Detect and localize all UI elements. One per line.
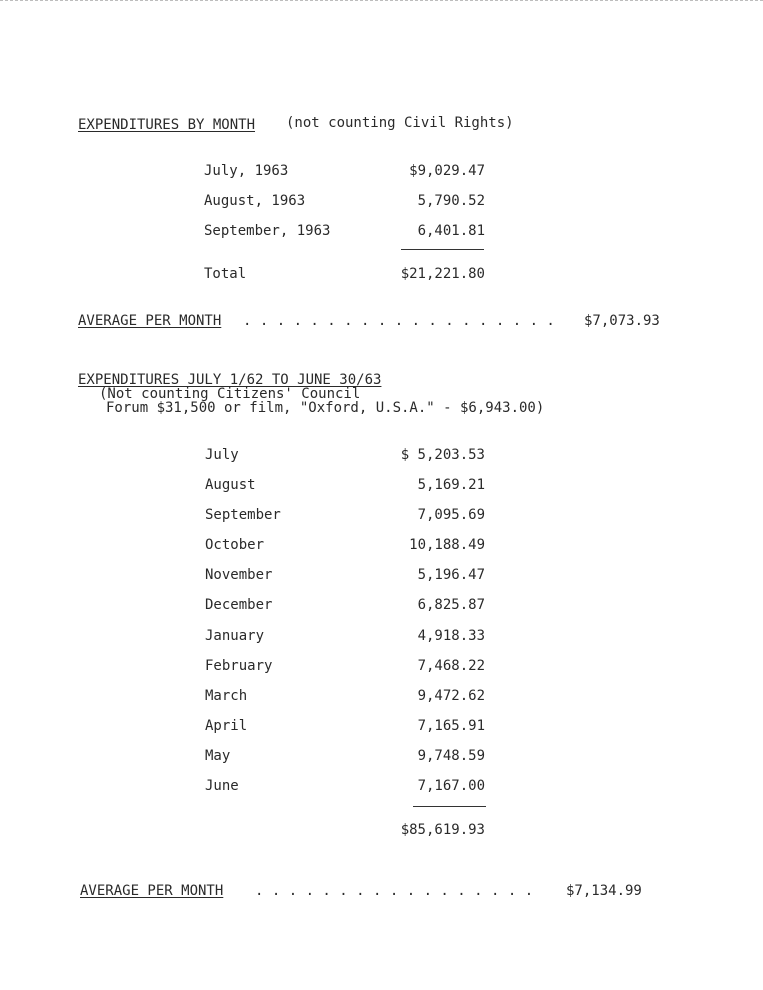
section2-row-amount: 7,468.22 [417, 658, 485, 674]
section2-row-month: November [205, 567, 273, 583]
section2-row-amount: $ 5,203.53 [400, 447, 485, 463]
section2-row-month: October [205, 537, 265, 553]
section1-row-month: September, 1963 [204, 223, 331, 239]
section2-total-amount: $85,619.93 [400, 822, 485, 838]
section2-row-amount: 10,188.49 [409, 537, 485, 553]
section2-row-month: March [205, 688, 248, 704]
section2-heading: EXPENDITURES JULY 1/62 TO JUNE 30/63 [78, 372, 382, 388]
section2-row-month: June [205, 778, 239, 794]
section2-row-amount: 5,169.21 [417, 477, 485, 493]
section2-row-month: September [205, 507, 281, 523]
section1-row-month: July, 1963 [204, 163, 289, 179]
section2-row-month: August [205, 477, 256, 493]
section2-row-month: July [205, 447, 239, 463]
section1-average-value: $7,073.93 [584, 313, 660, 329]
section1-total-rule [401, 249, 484, 250]
section2-total-rule [413, 806, 486, 807]
section2-average-leader: . . . . . . . . . . . . . . . . . [255, 883, 534, 899]
section2-row-month: February [205, 658, 273, 674]
section2-note-line2: Forum $31,500 or film, "Oxford, U.S.A." - $6,943.00) [106, 400, 545, 416]
section2-row-amount: 7,167.00 [417, 778, 485, 794]
section1-total-label: Total [204, 266, 247, 282]
section1-total-amount: $21,221.80 [400, 266, 485, 282]
section2-row-amount: 4,918.33 [417, 628, 485, 644]
section2-row-month: April [205, 718, 248, 734]
section1-average-leader: . . . . . . . . . . . . . . . . . . . [243, 313, 555, 329]
section2-row-month: December [205, 597, 273, 613]
section1-row-amount: $9,029.47 [409, 163, 485, 179]
section2-row-amount: 5,196.47 [417, 567, 485, 583]
section1-row-amount: 6,401.81 [417, 223, 485, 239]
section1-row-amount: 5,790.52 [417, 193, 485, 209]
section2-row-amount: 9,472.62 [417, 688, 485, 704]
section1-row-month: August, 1963 [204, 193, 306, 209]
section1-note: (not counting Civil Rights) [286, 115, 514, 131]
section1-average-label: AVERAGE PER MONTH [78, 313, 222, 329]
section2-row-amount: 9,748.59 [417, 748, 485, 764]
page-top-border [0, 0, 763, 1]
section2-row-amount: 6,825.87 [417, 597, 485, 613]
section2-average-value: $7,134.99 [566, 883, 642, 899]
section2-row-month: January [205, 628, 265, 644]
section2-row-amount: 7,095.69 [417, 507, 485, 523]
section2-row-amount: 7,165.91 [417, 718, 485, 734]
section2-note-line1: (Not counting Citizens' Council [99, 386, 361, 402]
section2-average-label: AVERAGE PER MONTH [80, 883, 224, 899]
section2-row-month: May [205, 748, 231, 764]
section1-heading: EXPENDITURES BY MONTH [78, 117, 256, 133]
